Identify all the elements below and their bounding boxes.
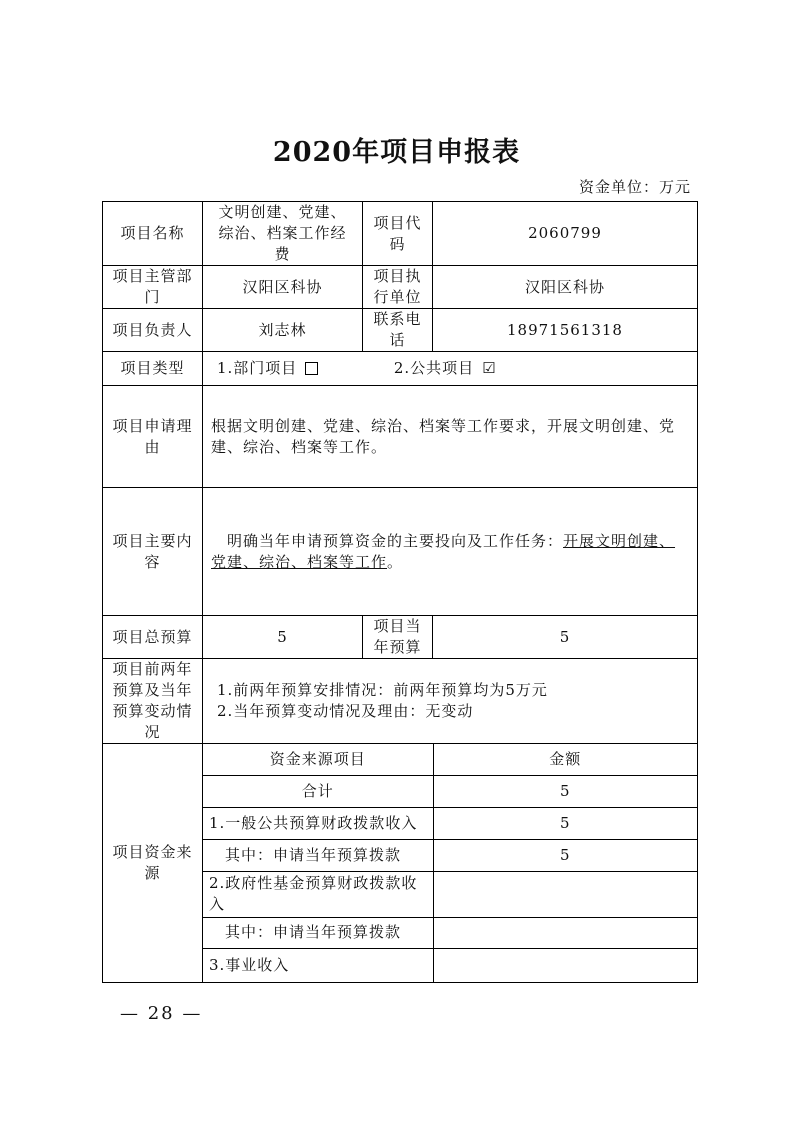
project-code-label: 项目代码 (363, 202, 433, 266)
row-reason (103, 386, 698, 488)
row-owner (103, 309, 698, 352)
row-project-type (103, 352, 698, 386)
funding-source-cell (203, 744, 698, 983)
funding-item: 其中：申请当年预算拨款 (203, 839, 433, 871)
owner-value: 刘志林 (203, 309, 363, 352)
content-cell (203, 488, 698, 616)
checkbox-department[interactable] (305, 362, 318, 375)
funding-source-label: 项目资金来源 (103, 744, 203, 983)
funding-header-item: 资金来源项目 (203, 744, 433, 775)
year-budget-label: 项目当年预算 (363, 616, 433, 659)
table-row (203, 948, 697, 982)
row-funding-source (103, 744, 698, 983)
phone-label: 联系电话 (363, 309, 433, 352)
table-row (203, 807, 697, 839)
table-row (203, 839, 697, 871)
funding-item: 合计 (203, 775, 433, 807)
reason-value: 根据文明创建、党建、综治、档案等工作要求，开展文明创建、党建、综治、档案等工作。 (203, 386, 698, 488)
budget-change-label: 项目前两年预算及当年预算变动情况 (103, 659, 203, 744)
content-suffix: 。 (387, 552, 404, 571)
row-project-name (103, 202, 698, 266)
reason-label: 项目申请理由 (103, 386, 203, 488)
owner-label: 项目负责人 (103, 309, 203, 352)
row-department (103, 266, 698, 309)
funding-amount: 5 (433, 839, 697, 871)
funding-amount: 5 (433, 807, 697, 839)
currency-unit: 资金单位：万元 (578, 178, 691, 196)
project-name-label: 项目名称 (103, 202, 203, 266)
type-option-department: 1.部门项目 (217, 359, 298, 377)
project-name-value: 文明创建、党建、综治、档案工作经费 (203, 202, 363, 266)
funding-item: 3.事业收入 (203, 948, 433, 982)
content-prefix: 明确当年申请预算资金的主要投向及工作任务： (227, 531, 564, 550)
project-code-value: 2060799 (433, 202, 698, 266)
exec-unit-value: 汉阳区科协 (433, 266, 698, 309)
exec-unit-label: 项目执行单位 (363, 266, 433, 309)
total-budget-value: 5 (203, 616, 363, 659)
type-option-public: 2.公共项目 (393, 359, 475, 377)
checkbox-public-checked[interactable]: ☑ (482, 358, 497, 377)
funding-item: 2.政府性基金预算财政拨款收入 (203, 871, 433, 917)
funding-item: 其中：申请当年预算拨款 (203, 917, 433, 948)
funding-header-row (203, 744, 697, 775)
row-budget (103, 616, 698, 659)
budget-change-line1: 1.前两年预算安排情况：前两年预算均为5万元 (217, 681, 548, 699)
department-value: 汉阳区科协 (203, 266, 363, 309)
project-type-options (203, 352, 698, 386)
funding-amount (433, 917, 697, 948)
funding-amount (433, 871, 697, 917)
content-label: 项目主要内容 (103, 488, 203, 616)
funding-item: 1.一般公共预算财政拨款收入 (203, 807, 433, 839)
total-budget-label: 项目总预算 (103, 616, 203, 659)
funding-source-table (203, 744, 697, 982)
project-type-label: 项目类型 (103, 352, 203, 386)
row-budget-change (103, 659, 698, 744)
funding-amount (433, 948, 697, 982)
phone-value: 18971561318 (433, 309, 698, 352)
budget-change-line2: 2.当年预算变动情况及理由：无变动 (217, 702, 474, 720)
content-value: 开展文明创建、党建、综治、档案等工作 (211, 531, 676, 571)
department-label: 项目主管部门 (103, 266, 203, 309)
row-content (103, 488, 698, 616)
table-row (203, 871, 697, 917)
table-row (203, 917, 697, 948)
funding-header-amount: 金额 (433, 744, 697, 775)
table-row (203, 775, 697, 807)
page-number: — 28 — (120, 1003, 203, 1024)
year-budget-value: 5 (433, 616, 698, 659)
budget-change-cell (203, 659, 698, 744)
page-title: 2020年项目申报表 (272, 137, 521, 168)
funding-amount: 5 (433, 775, 697, 807)
project-form-table (102, 201, 698, 983)
